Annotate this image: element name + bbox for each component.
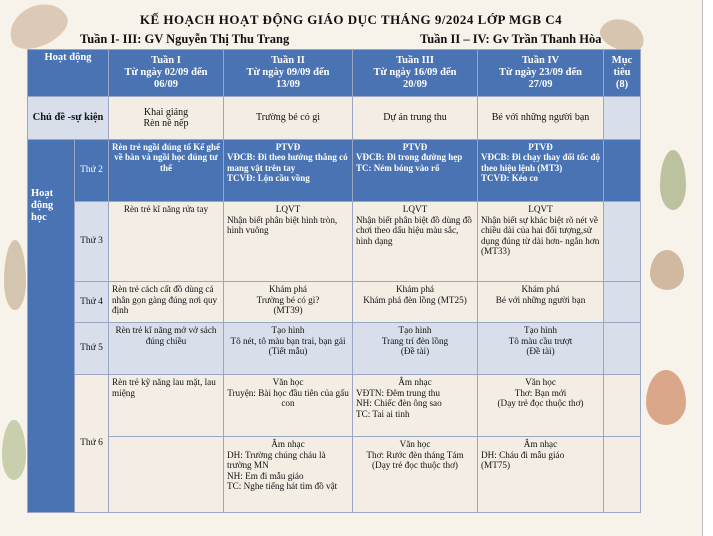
cell-thu2-week1: Rèn trẻ ngồi đúng tố Kế ghế về bàn và ngồi học đúng tư thế [109, 140, 224, 202]
page-title: KẾ HOẠCH HOẠT ĐỘNG GIÁO DỤC THÁNG 9/2024 LỚP MGB C4 [139, 12, 563, 27]
header-row [28, 50, 641, 97]
header-week-2: Tuần II Từ ngày 09/09 đến 13/09 [224, 50, 353, 97]
cell-thu3-week4: LQVT Nhận biết sự khác biệt rõ nét về chiều dài của hai đối tượng,sử dụng đúng từ dài hơn- ngắn hơn (MT33) [478, 202, 604, 282]
cell-thu6b-muc-tieu [604, 437, 641, 513]
theme-week-2: Trường bé có gì [224, 97, 353, 140]
theme-week-1: Khai giảng Rèn nề nếp [109, 97, 224, 140]
cell-thu2-muc-tieu [604, 140, 641, 202]
header-muc-tieu: Mục tiêu (8) [604, 50, 641, 97]
cell-thu6a-week4: Văn học Thơ: Bạn mới (Dạy trẻ đọc thuộc thơ) [478, 375, 604, 437]
row-thu-6b [28, 437, 641, 513]
cell-thu4-week1: Rèn trẻ cách cất đồ dùng cá nhân gọn gàng đúng nơi quy định [109, 282, 224, 323]
row-thu-4 [28, 282, 641, 323]
row-thu-2 [28, 140, 641, 202]
day-thu-5: Thứ 5 [75, 323, 109, 375]
theme-label: Chủ đề -sự kiện [28, 97, 109, 140]
cell-thu3-week3: LQVT Nhận biết phân biệt đồ dùng đồ chơi theo dấu hiệu màu sắc, hình dạng [353, 202, 478, 282]
cell-thu6a-muc-tieu [604, 375, 641, 437]
day-thu-6: Thứ 6 [75, 375, 109, 513]
subtitle-left: Tuần I- III: GV Nguyễn Thị Thu Trang [80, 32, 290, 46]
header-week-1: Tuần I Từ ngày 02/09 đến 06/09 [109, 50, 224, 97]
cell-thu6a-week3: Âm nhạc VĐTN: Đêm trung thu NH: Chiếc đèn ông sao TC: Tai ai tinh [353, 375, 478, 437]
cell-thu5-week2: Tạo hình Tô nét, tô màu bạn trai, bạn gái (Tiết mẫu) [224, 323, 353, 375]
row-thu-6a [28, 375, 641, 437]
cell-thu5-week1: Rèn trẻ kĩ năng mở vở sách đúng chiều [109, 323, 224, 375]
cell-thu5-muc-tieu [604, 323, 641, 375]
theme-row [28, 97, 641, 140]
cell-thu6a-week2: Văn học Truyện: Bài học đầu tiên của gấu con [224, 375, 353, 437]
activity-label: Hoạt động học [28, 140, 75, 513]
day-thu-3: Thứ 3 [75, 202, 109, 282]
cell-thu4-week2: Khám phá Trường bé có gì? (MT39) [224, 282, 353, 323]
leaf-decoration-left-1 [4, 240, 26, 310]
theme-week-3: Dự án trung thu [353, 97, 478, 140]
leaf-decoration-right-2 [650, 250, 684, 290]
cell-thu3-muc-tieu [604, 202, 641, 282]
cell-thu4-week4: Khám phá Bé với những người bạn [478, 282, 604, 323]
cell-thu6a-week1: Rèn trẻ kỹ năng lau mặt, lau miệng [109, 375, 224, 437]
cell-thu2-week2: PTVĐ VĐCB: Đi theo hướng thẳng có mang vật trên tay TCVĐ: Lộn cầu vồng [224, 140, 353, 202]
theme-week-4: Bé với những người bạn [478, 97, 604, 140]
cell-thu6b-week3: Văn học Thơ: Rước đèn tháng Tám (Dạy trẻ đọc thuộc thơ) [353, 437, 478, 513]
leaf-decoration-right-3 [646, 370, 686, 425]
cell-thu4-muc-tieu [604, 282, 641, 323]
header-hoat-dong: Hoạt động [28, 50, 109, 97]
cell-thu3-week1: Rèn trẻ kĩ năng rửa tay [109, 202, 224, 282]
leaf-decoration-right-1 [660, 150, 686, 210]
leaf-decoration-left-2 [2, 420, 26, 480]
plan-table [27, 49, 641, 513]
cell-thu4-week3: Khám phá Khám phá đèn lồng (MT25) [353, 282, 478, 323]
cell-thu2-week3: PTVĐ VĐCB: Đi trong đường hẹp TC: Ném bóng vào rổ [353, 140, 478, 202]
row-thu-3 [28, 202, 641, 282]
subtitle-right: Tuần II – IV: Gv Trần Thanh Hòa [420, 32, 602, 46]
header-week-3: Tuần III Từ ngày 16/09 đến 20/09 [353, 50, 478, 97]
row-thu-5 [28, 323, 641, 375]
cell-thu3-week2: LQVT Nhận biết phân biệt hình tròn, hình vuông [224, 202, 353, 282]
cell-thu6b-week2: Âm nhạc DH: Trường chúng cháu là trường MN NH: Em đi mẫu giáo TC: Nghe tiếng hát tìm đồ vật [224, 437, 353, 513]
cell-thu2-week4: PTVĐ VĐCB: Đi chạy thay đổi tốc độ theo hiệu lệnh (MT3) TCVĐ: Kéo co [478, 140, 604, 202]
day-thu-2: Thứ 2 [75, 140, 109, 202]
theme-muc-tieu [604, 97, 641, 140]
cell-thu5-week3: Tạo hình Trang trí đèn lồng (Đề tài) [353, 323, 478, 375]
window-edge [703, 0, 713, 536]
cell-thu6b-week4: Âm nhạc DH: Cháu đi mẫu giáo (MT75) [478, 437, 604, 513]
day-thu-4: Thứ 4 [75, 282, 109, 323]
cell-thu6b-week1 [109, 437, 224, 513]
cell-thu5-week4: Tạo hình Tô màu cầu trượt (Đề tài) [478, 323, 604, 375]
header-week-4: Tuần IV Từ ngày 23/09 đến 27/09 [478, 50, 604, 97]
